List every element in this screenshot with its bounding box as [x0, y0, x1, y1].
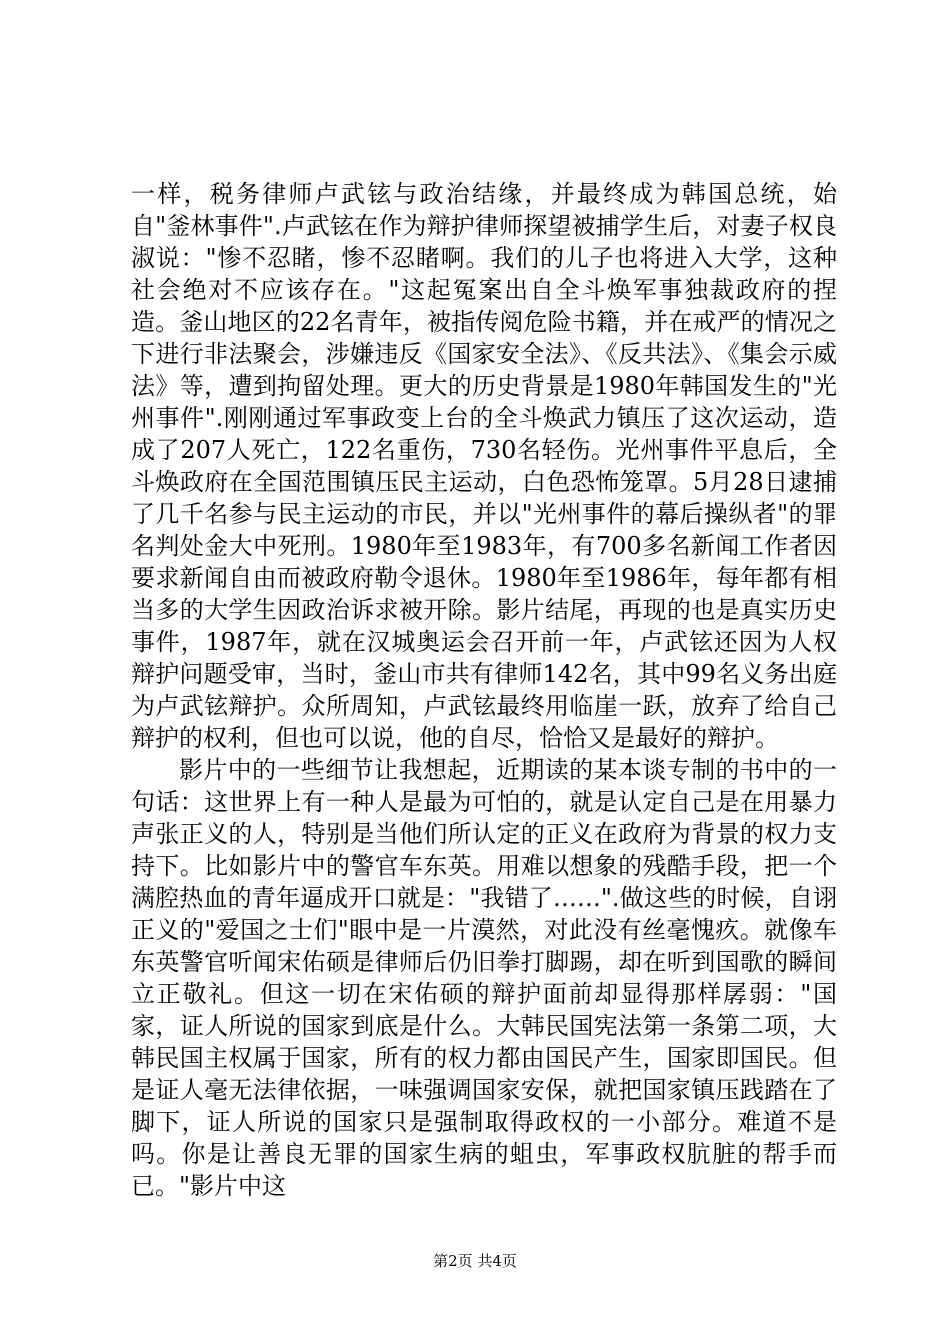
- paragraph-1: 一样，税务律师卢武铉与政治结缘，并最终成为韩国总统，始自"釜林事件".卢武铉在作为辩护律师探望被捕学生后，对妻子权良淑说："惨不忍睹，惨不忍睹啊。我们的儿子也将进入大学，这种社会绝对不应该存在。"这起冤案出自全斗焕军事独裁政府的捏造。釜山地区的22名青年，被指传阅危险书籍，并在戒严的情况之下进行非法聚会，涉嫌违反《国家安全法》、《反共法》、《集会示威法》等，遭到拘留处理。更大的历史背景是1980年韩国发生的"光州事件".刚刚通过军事政变上台的全斗焕武力镇压了这次运动，造成了207人死亡，122名重伤，730名轻伤。光州事件平息后，全斗焕政府在全国范围镇压民主运动，白色恐怖笼罩。5月28日逮捕了几千名参与民主运动的市民，并以"光州事件的幕后操纵者"的罪名判处金大中死刑。1980年至1983年，有700多名新闻工作者因要求新闻自由而被政府勒令退休。1980年至1986年，每年都有相当多的大学生因政治诉求被开除。影片结尾，再现的也是真实历史事件，1987年，就在汉城奥运会召开前一年，卢武铉还因为人权辩护问题受审，当时，釜山市共有律师142名，其中99名义务出庭为卢武铉辩护。众所周知，卢武铉最终用临崖一跃，放弃了给自己辩护的权利，但也可以说，他的自尽，恰恰又是最好的辩护。: [131, 180, 837, 752]
- paragraph-2: 影片中的一些细节让我想起，近期读的某本谈专制的书中的一句话：这世界上有一种人是最为可怕的，就是认定自己是在用暴力声张正义的人，特别是当他们所认定的正义在政府为背景的权力支持下。比如影片中的警官车东英。用难以想象的残酷手段，把一个满腔热血的青年逼成开口就是："我错了……".做这些的时候，自诩正义的"爱国之士们"眼中是一片漠然，对此没有丝毫愧疚。就像车东英警官听闻宋佑硕是律师后仍旧拳打脚踢，却在听到国歌的瞬间立正敬礼。但这一切在宋佑硕的辩护面前却显得那样孱弱："国家，证人所说的国家到底是什么。大韩民国宪法第一条第二项，大韩民国主权属于国家，所有的权力都由国民产生，国家即国民。但是证人毫无法律依据，一味强调国家安保，就把国家镇压践踏在了脚下，证人所说的国家只是强制取得政权的一小部分。难道不是吗。你是让善良无罪的国家生病的蛆虫，军事政权肮脏的帮手而已。"影片中这: [131, 756, 837, 1200]
- document-body: [131, 178, 837, 1202]
- page-number-footer: 第2页 共4页: [433, 1252, 517, 1270]
